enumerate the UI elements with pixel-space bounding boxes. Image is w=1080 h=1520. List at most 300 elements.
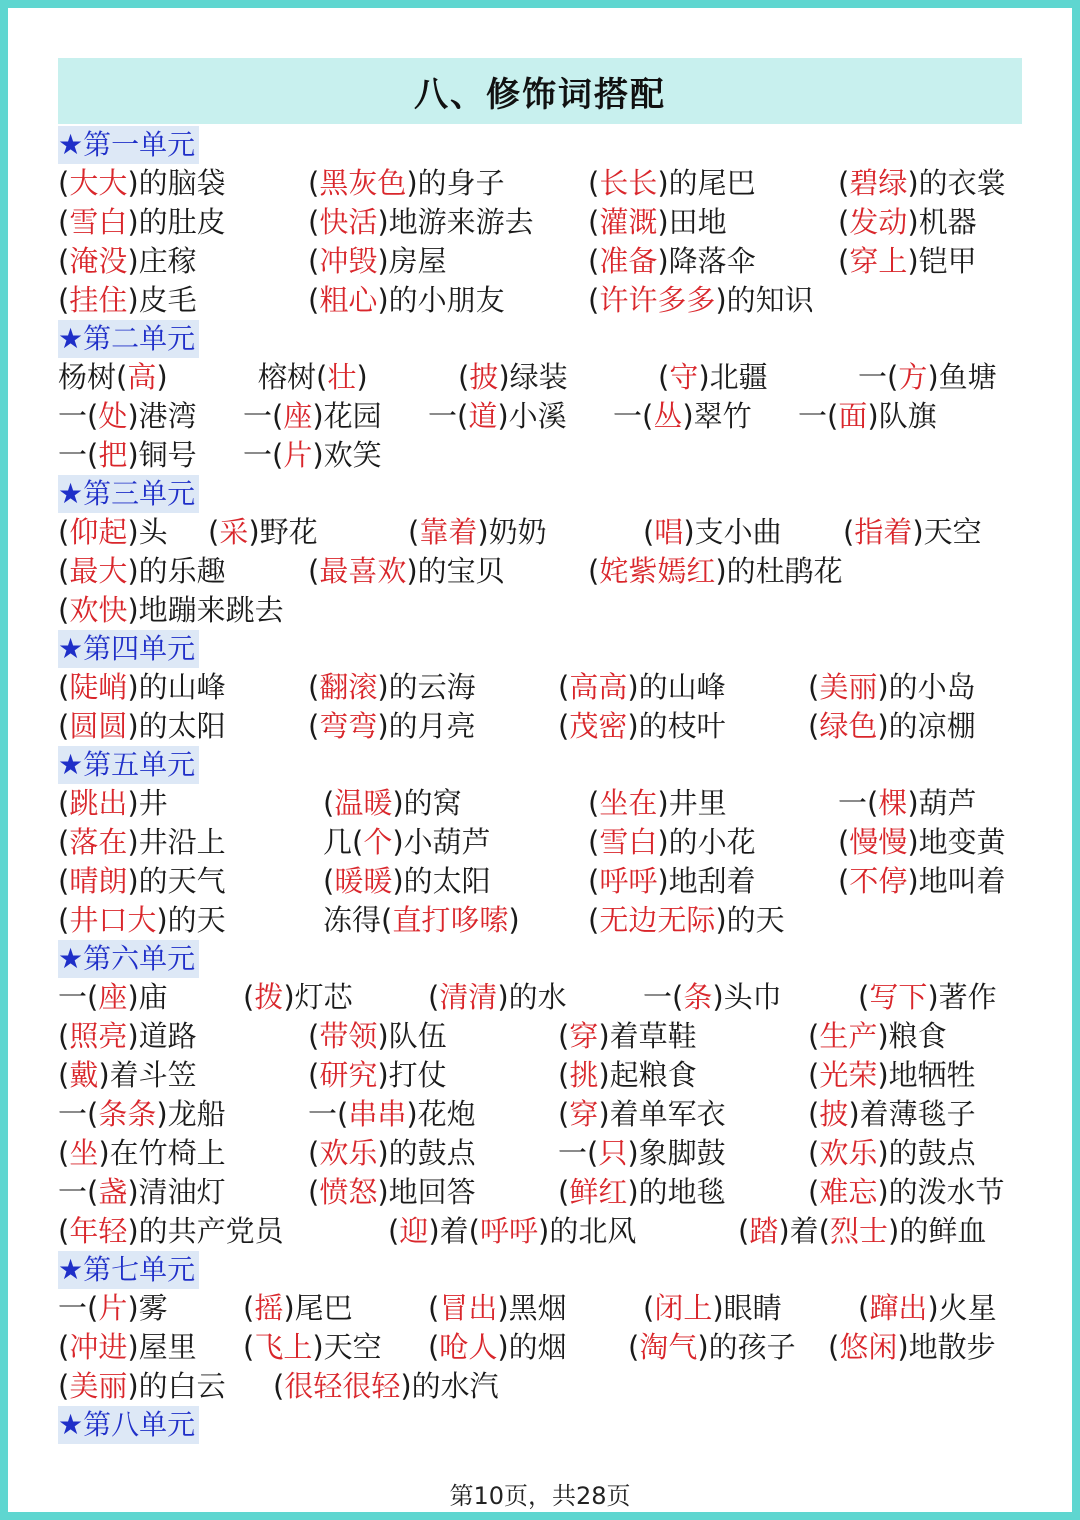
title-banner bbox=[58, 58, 1022, 124]
phrase bbox=[458, 358, 568, 397]
phrase-text: )尾巴 bbox=[283, 1291, 353, 1325]
phrase-text: )井沿上 bbox=[127, 825, 226, 859]
phrase-text: ( bbox=[428, 1330, 440, 1364]
phrase bbox=[58, 1017, 197, 1056]
modifier-word: 粗心 bbox=[319, 283, 378, 317]
phrase-text: )地回答 bbox=[377, 1175, 476, 1209]
phrase bbox=[558, 1173, 726, 1212]
phrase-text: ( bbox=[558, 1058, 570, 1092]
phrase bbox=[858, 358, 997, 397]
phrase bbox=[808, 668, 976, 707]
phrase-text: )地叫着 bbox=[907, 864, 1006, 898]
phrase-text: 一( bbox=[243, 399, 284, 433]
modifier-word: 穿上 bbox=[849, 244, 908, 278]
phrase-text: )的鼓点 bbox=[877, 1136, 976, 1170]
modifier-word: 鲜红 bbox=[569, 1175, 628, 1209]
phrase-text: ( bbox=[588, 244, 600, 278]
phrase bbox=[428, 978, 567, 1017]
phrase-text: ( bbox=[408, 515, 420, 549]
phrase-text: )的知识 bbox=[715, 283, 814, 317]
phrase-text: ( bbox=[58, 283, 70, 317]
phrase-text: )小葫芦 bbox=[392, 825, 491, 859]
modifier-word: 发动 bbox=[849, 205, 908, 239]
unit-heading-label: 第五单元 bbox=[83, 748, 196, 781]
modifier-word: 长长 bbox=[599, 166, 658, 200]
unit-heading bbox=[58, 320, 199, 358]
phrase bbox=[588, 203, 727, 242]
phrase bbox=[58, 513, 168, 552]
phrase-row bbox=[58, 436, 1038, 475]
document-page bbox=[8, 8, 1072, 1512]
phrase-text: )港湾 bbox=[127, 399, 197, 433]
phrase-text: ( bbox=[458, 360, 470, 394]
phrase-text: )翠竹 bbox=[682, 399, 752, 433]
phrase-text: )地蹦来跳去 bbox=[127, 593, 284, 627]
phrase-text: )地牺牲 bbox=[877, 1058, 976, 1092]
phrase-text: )的杜鹃花 bbox=[715, 554, 843, 588]
unit-heading bbox=[58, 630, 199, 668]
modifier-word: 挂住 bbox=[69, 283, 128, 317]
modifier-word: 拨 bbox=[254, 980, 284, 1014]
modifier-word: 把 bbox=[98, 438, 128, 472]
phrase-row bbox=[58, 358, 1038, 397]
phrase-text: ( bbox=[588, 825, 600, 859]
phrase-text: 一( bbox=[243, 438, 284, 472]
phrase bbox=[738, 1212, 986, 1251]
phrase-row bbox=[58, 281, 1038, 320]
phrase bbox=[388, 1212, 636, 1251]
phrase-text: ( bbox=[273, 1369, 285, 1403]
phrase-text: ( bbox=[58, 709, 70, 743]
phrase-text: ( bbox=[838, 864, 850, 898]
modifier-word: 淹没 bbox=[69, 244, 128, 278]
unit-heading-label: 第二单元 bbox=[83, 322, 196, 355]
phrase-text: ( bbox=[858, 1291, 870, 1325]
phrase-text: )支小曲 bbox=[683, 515, 782, 549]
phrase-text: ( bbox=[308, 244, 320, 278]
unit-heading bbox=[58, 746, 199, 784]
phrase-text: )火星 bbox=[927, 1291, 997, 1325]
phrase bbox=[808, 1173, 1005, 1212]
modifier-word: 穿 bbox=[569, 1019, 599, 1053]
phrase bbox=[408, 513, 547, 552]
phrase-text: ( bbox=[58, 593, 70, 627]
phrase-text: )天空 bbox=[912, 515, 982, 549]
phrase bbox=[838, 164, 1006, 203]
phrase-text: 一( bbox=[798, 399, 839, 433]
phrase-text: 一( bbox=[58, 1291, 99, 1325]
phrase bbox=[808, 1017, 947, 1056]
phrase-text: 一( bbox=[643, 980, 684, 1014]
phrase-text: )鱼塘 bbox=[927, 360, 997, 394]
phrase-row bbox=[58, 1289, 1038, 1328]
phrase-text: )粮食 bbox=[877, 1019, 947, 1053]
modifier-word: 处 bbox=[98, 399, 128, 433]
phrase bbox=[258, 358, 368, 397]
phrase-row bbox=[58, 1328, 1038, 1367]
phrase bbox=[58, 1328, 197, 1367]
phrase bbox=[658, 358, 768, 397]
phrase bbox=[428, 1328, 567, 1367]
phrase-row bbox=[58, 823, 1038, 862]
phrase-text: )的天 bbox=[156, 903, 226, 937]
page-footer: 第10页，共28页 bbox=[449, 1482, 631, 1510]
modifier-word: 照亮 bbox=[69, 1019, 128, 1053]
phrase-text: ( bbox=[58, 166, 70, 200]
modifier-word: 快活 bbox=[319, 205, 378, 239]
phrase bbox=[273, 1367, 499, 1406]
phrase-text: )井 bbox=[127, 786, 168, 820]
modifier-word: 飞上 bbox=[254, 1330, 313, 1364]
phrase-text: ( bbox=[388, 1214, 400, 1248]
phrase-text: )的肚皮 bbox=[127, 205, 226, 239]
phrase bbox=[323, 862, 491, 901]
modifier-word: 悠闲 bbox=[839, 1330, 898, 1364]
phrase-text: ( bbox=[643, 515, 655, 549]
phrase-row bbox=[58, 397, 1038, 436]
modifier-word: 愤怒 bbox=[319, 1175, 378, 1209]
phrase bbox=[58, 1173, 226, 1212]
modifier-word: 方 bbox=[898, 360, 928, 394]
star-icon: ★ bbox=[58, 128, 84, 161]
phrase bbox=[58, 358, 168, 397]
phrase-row bbox=[58, 1173, 1038, 1212]
phrase-text: ( bbox=[58, 1058, 70, 1092]
phrase bbox=[58, 281, 197, 320]
phrase-row bbox=[58, 591, 1038, 630]
modifier-word: 暖暖 bbox=[334, 864, 393, 898]
phrase bbox=[58, 784, 168, 823]
phrase-row bbox=[58, 1212, 1038, 1251]
phrase-text: ( bbox=[58, 1214, 70, 1248]
phrase-text: )道路 bbox=[127, 1019, 197, 1053]
phrase-text: ( bbox=[588, 786, 600, 820]
modifier-word: 靠着 bbox=[419, 515, 478, 549]
phrase bbox=[308, 164, 505, 203]
phrase bbox=[58, 1367, 226, 1406]
phrase-text: )的白云 bbox=[127, 1369, 226, 1403]
modifier-word: 道 bbox=[468, 399, 498, 433]
modifier-word: 最喜欢 bbox=[319, 554, 407, 588]
modifier-word: 光荣 bbox=[819, 1058, 878, 1092]
phrase-text: ( bbox=[308, 670, 320, 704]
phrase-text: )的地毯 bbox=[627, 1175, 726, 1209]
phrase bbox=[58, 203, 226, 242]
phrase-text: )黑烟 bbox=[497, 1291, 567, 1325]
modifier-word: 写下 bbox=[869, 980, 928, 1014]
modifier-word: 弯弯 bbox=[319, 709, 378, 743]
phrase bbox=[838, 784, 977, 823]
phrase-text: )皮毛 bbox=[127, 283, 197, 317]
phrase bbox=[588, 862, 756, 901]
modifier-word: 披 bbox=[469, 360, 499, 394]
phrase-text: ( bbox=[428, 980, 440, 1014]
phrase-text: )的山峰 bbox=[127, 670, 226, 704]
phrase bbox=[308, 1173, 476, 1212]
phrase bbox=[208, 513, 318, 552]
phrase-text: )队旗 bbox=[867, 399, 937, 433]
phrase-text: ( bbox=[58, 786, 70, 820]
star-icon: ★ bbox=[58, 632, 84, 665]
modifier-word: 条条 bbox=[98, 1097, 157, 1131]
phrase-text: )葫芦 bbox=[907, 786, 977, 820]
phrase-text: ( bbox=[308, 283, 320, 317]
phrase bbox=[588, 552, 843, 591]
phrase-text: ( bbox=[428, 1291, 440, 1325]
phrase-text: ( bbox=[588, 554, 600, 588]
modifier-word: 戴 bbox=[69, 1058, 99, 1092]
phrase-text: ( bbox=[243, 1330, 255, 1364]
phrase bbox=[558, 1134, 726, 1173]
phrase-text: ( bbox=[808, 1019, 820, 1053]
modifier-word: 欢乐 bbox=[319, 1136, 378, 1170]
phrase-text: )花炮 bbox=[406, 1097, 476, 1131]
phrase-text: )清油灯 bbox=[127, 1175, 226, 1209]
modifier-word: 只 bbox=[598, 1136, 628, 1170]
modifier-word: 碧绿 bbox=[849, 166, 908, 200]
phrase-text: ( bbox=[588, 166, 600, 200]
phrase bbox=[58, 823, 226, 862]
phrase-text: )龙船 bbox=[156, 1097, 226, 1131]
phrase-text: 一( bbox=[858, 360, 899, 394]
phrase bbox=[58, 862, 226, 901]
phrase-text: )的乐趣 bbox=[127, 554, 226, 588]
phrase bbox=[308, 203, 534, 242]
phrase-text: ( bbox=[58, 864, 70, 898]
phrase-text: ( bbox=[308, 554, 320, 588]
phrase-text: ( bbox=[558, 1175, 570, 1209]
phrase bbox=[308, 281, 505, 320]
modifier-word: 雪白 bbox=[69, 205, 128, 239]
modifier-word: 年轻 bbox=[69, 1214, 128, 1248]
phrase-text: ( bbox=[588, 283, 600, 317]
phrase-text: )北疆 bbox=[698, 360, 768, 394]
phrase-text: ( bbox=[308, 166, 320, 200]
modifier-word: 片 bbox=[98, 1291, 128, 1325]
phrase-text: 杨树( bbox=[58, 360, 128, 394]
modifier-word: 烈士 bbox=[829, 1214, 888, 1248]
phrase bbox=[808, 1134, 976, 1173]
phrase bbox=[308, 668, 476, 707]
phrase-row bbox=[58, 1367, 1038, 1406]
phrase bbox=[428, 397, 567, 436]
phrase-text: ( bbox=[243, 1291, 255, 1325]
phrase bbox=[798, 397, 937, 436]
modifier-word: 雪白 bbox=[599, 825, 658, 859]
phrase-text: ( bbox=[58, 244, 70, 278]
phrase bbox=[588, 784, 727, 823]
phrase-text: )的枝叶 bbox=[627, 709, 726, 743]
phrase-text: )的凉棚 bbox=[877, 709, 976, 743]
phrase-text: )庄稼 bbox=[127, 244, 197, 278]
phrase-row bbox=[58, 242, 1038, 281]
phrase-text: )欢笑 bbox=[312, 438, 382, 472]
phrase-text: ( bbox=[58, 1019, 70, 1053]
phrase-text: )的小岛 bbox=[877, 670, 976, 704]
modifier-word: 丛 bbox=[653, 399, 683, 433]
phrase-text: )降落伞 bbox=[657, 244, 756, 278]
phrase-text: )头巾 bbox=[712, 980, 782, 1014]
phrase-text: 几( bbox=[323, 825, 364, 859]
phrase-text: )的太阳 bbox=[392, 864, 491, 898]
phrase-text: )铠甲 bbox=[907, 244, 977, 278]
phrase-text: )井里 bbox=[657, 786, 727, 820]
phrase-text: 一( bbox=[428, 399, 469, 433]
phrase-text: ( bbox=[808, 1058, 820, 1092]
modifier-word: 翻滚 bbox=[319, 670, 378, 704]
modifier-word: 陡峭 bbox=[69, 670, 128, 704]
modifier-word: 坐在 bbox=[599, 786, 658, 820]
phrase bbox=[643, 978, 782, 1017]
modifier-word: 棵 bbox=[878, 786, 908, 820]
phrase-text: 一( bbox=[558, 1136, 599, 1170]
phrase bbox=[808, 707, 976, 746]
modifier-word: 披 bbox=[819, 1097, 849, 1131]
modifier-word: 高 bbox=[127, 360, 157, 394]
phrase bbox=[58, 552, 226, 591]
phrase-text: )绿装 bbox=[498, 360, 568, 394]
phrase bbox=[58, 591, 284, 630]
phrase-text: )的鼓点 bbox=[377, 1136, 476, 1170]
phrase bbox=[808, 1095, 976, 1134]
modifier-word: 唱 bbox=[654, 515, 684, 549]
phrase-text: )着斗笠 bbox=[98, 1058, 197, 1092]
phrase-text: )地散步 bbox=[897, 1330, 996, 1364]
phrase-text: ( bbox=[58, 1136, 70, 1170]
phrase-text: )在竹椅上 bbox=[98, 1136, 226, 1170]
phrase-text: )的衣裳 bbox=[907, 166, 1006, 200]
phrase-text: ( bbox=[838, 244, 850, 278]
phrase-row bbox=[58, 1095, 1038, 1134]
phrase-text: )的宝贝 bbox=[406, 554, 505, 588]
modifier-word: 跳出 bbox=[69, 786, 128, 820]
phrase bbox=[308, 552, 505, 591]
phrase-text: )的泼水节 bbox=[877, 1175, 1005, 1209]
phrase-text: )天空 bbox=[312, 1330, 382, 1364]
phrase-text: ( bbox=[738, 1214, 750, 1248]
modifier-word: 踏 bbox=[749, 1214, 779, 1248]
phrase-text: )的山峰 bbox=[627, 670, 726, 704]
phrase bbox=[838, 242, 977, 281]
phrase-text: )的水 bbox=[497, 980, 567, 1014]
phrase-text: ( bbox=[308, 1136, 320, 1170]
unit-heading-label: 第六单元 bbox=[83, 942, 196, 975]
modifier-word: 难忘 bbox=[819, 1175, 878, 1209]
modifier-word: 落在 bbox=[69, 825, 128, 859]
phrase bbox=[838, 823, 1006, 862]
phrase bbox=[243, 1289, 353, 1328]
phrase-text: )的小朋友 bbox=[377, 283, 505, 317]
phrase-row bbox=[58, 862, 1038, 901]
phrase-text: )铜号 bbox=[127, 438, 197, 472]
phrase-row bbox=[58, 513, 1038, 552]
phrase-text: ( bbox=[58, 903, 70, 937]
modifier-word: 冲进 bbox=[69, 1330, 128, 1364]
phrase-text: ) bbox=[156, 360, 168, 394]
phrase-text: ( bbox=[838, 205, 850, 239]
modifier-word: 淘气 bbox=[639, 1330, 698, 1364]
modifier-word: 美丽 bbox=[69, 1369, 128, 1403]
phrase-text: 冻得( bbox=[323, 903, 393, 937]
modifier-word: 摇 bbox=[254, 1291, 284, 1325]
phrase-text: ( bbox=[308, 709, 320, 743]
modifier-word: 蹿出 bbox=[869, 1291, 928, 1325]
phrase bbox=[588, 823, 756, 862]
modifier-word: 迎 bbox=[399, 1214, 429, 1248]
phrase bbox=[58, 1056, 197, 1095]
phrase bbox=[58, 1289, 168, 1328]
phrase bbox=[558, 668, 726, 707]
phrase-text: )地刮着 bbox=[657, 864, 756, 898]
units-content bbox=[58, 126, 1038, 1444]
phrase-text: )的天气 bbox=[127, 864, 226, 898]
modifier-word: 温暖 bbox=[334, 786, 393, 820]
phrase-text: )队伍 bbox=[377, 1019, 447, 1053]
phrase bbox=[58, 1095, 226, 1134]
phrase-text: ( bbox=[308, 1058, 320, 1092]
phrase-text: ( bbox=[588, 903, 600, 937]
phrase-text: ( bbox=[558, 709, 570, 743]
page-title: 八、修饰词搭配 bbox=[414, 74, 666, 115]
phrase-text: )雾 bbox=[127, 1291, 168, 1325]
phrase-text: ( bbox=[588, 864, 600, 898]
phrase-text: )打仗 bbox=[377, 1058, 447, 1092]
phrase bbox=[843, 513, 982, 552]
phrase-text: 一( bbox=[838, 786, 879, 820]
phrase-text: ( bbox=[808, 1097, 820, 1131]
phrase-text: ( bbox=[323, 864, 335, 898]
phrase-text: ( bbox=[808, 1136, 820, 1170]
unit-heading bbox=[58, 1406, 199, 1444]
modifier-word: 许许多多 bbox=[599, 283, 716, 317]
modifier-word: 直打哆嗦 bbox=[392, 903, 509, 937]
phrase-text: )房屋 bbox=[377, 244, 447, 278]
phrase-text: )野花 bbox=[248, 515, 318, 549]
phrase bbox=[58, 978, 168, 1017]
phrase-text: )着草鞋 bbox=[598, 1019, 697, 1053]
unit-heading bbox=[58, 475, 199, 513]
phrase-text: 一( bbox=[613, 399, 654, 433]
modifier-word: 挑 bbox=[569, 1058, 599, 1092]
phrase bbox=[588, 242, 756, 281]
modifier-word: 大大 bbox=[69, 166, 128, 200]
phrase-text: ( bbox=[658, 360, 670, 394]
phrase bbox=[428, 1289, 567, 1328]
phrase-row bbox=[58, 203, 1038, 242]
phrase bbox=[558, 1095, 726, 1134]
modifier-word: 个 bbox=[363, 825, 393, 859]
phrase bbox=[308, 1017, 447, 1056]
star-icon: ★ bbox=[58, 477, 84, 510]
phrase-text: )的孩子 bbox=[697, 1330, 796, 1364]
phrase bbox=[58, 397, 197, 436]
star-icon: ★ bbox=[58, 748, 84, 781]
modifier-word: 条 bbox=[683, 980, 713, 1014]
phrase-text: ( bbox=[58, 554, 70, 588]
phrase-text: ( bbox=[558, 1019, 570, 1053]
modifier-word: 茂密 bbox=[569, 709, 628, 743]
phrase bbox=[558, 1056, 697, 1095]
phrase-row bbox=[58, 784, 1038, 823]
modifier-word: 壮 bbox=[327, 360, 357, 394]
phrase-text: )的月亮 bbox=[377, 709, 476, 743]
phrase-text: ( bbox=[58, 1369, 70, 1403]
modifier-word: 座 bbox=[98, 980, 128, 1014]
phrase-text: )的烟 bbox=[497, 1330, 567, 1364]
modifier-word: 灌溉 bbox=[599, 205, 658, 239]
modifier-word: 冲毁 bbox=[319, 244, 378, 278]
modifier-word: 穿 bbox=[569, 1097, 599, 1131]
